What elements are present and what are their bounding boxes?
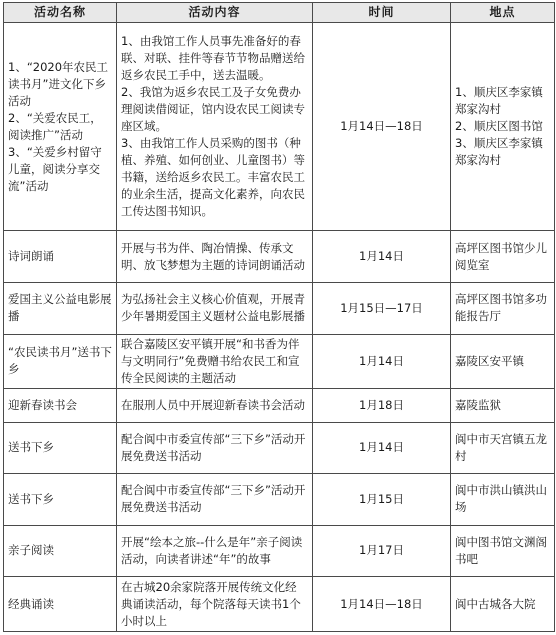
activity-content-cell-line: 开展与书为伴、陶冶情操、传承文明、放飞梦想为主题的诗词朗诵活动	[121, 240, 305, 272]
activity-time-cell: 1月14日—18日	[313, 23, 451, 231]
activity-time-cell: 1月17日	[313, 525, 451, 577]
header-row	[4, 3, 555, 23]
table-row	[4, 282, 555, 334]
activity-location-cell-line: 1、顺庆区李家镇郑家沟村	[455, 85, 543, 117]
table-row	[4, 525, 555, 577]
table-row	[4, 474, 555, 526]
activity-name-cell	[4, 334, 117, 389]
activity-time-cell: 1月15日—17日	[313, 282, 451, 334]
table-row	[4, 577, 555, 632]
activity-time-cell: 1月14日	[313, 334, 451, 389]
activity-content-cell-line: 2、我馆为返乡农民工及子女免费办理阅读借阅证，馆内设农民工阅读专座区域。	[121, 85, 305, 134]
activity-location-cell-line: 阆中市天宫镇五龙村	[455, 431, 547, 463]
activity-table	[3, 2, 555, 632]
activity-name-cell	[4, 474, 117, 526]
activity-content-cell-line: 联合嘉陵区安平镇开展“和书香为伴 与文明同行”免费赠书给农民工和宣传全民阅读的主题活动	[121, 336, 300, 385]
activity-location-cell	[451, 23, 555, 231]
header-location: 地点	[451, 3, 555, 23]
activity-name-cell	[4, 23, 117, 231]
activity-location-cell	[451, 577, 555, 632]
activity-content-cell	[117, 525, 313, 577]
activity-time-cell: 1月18日	[313, 389, 451, 422]
activity-name-cell-line: 亲子阅读	[8, 543, 54, 558]
activity-content-cell-line: 开展“绘本之旅--什么是年”亲子阅读活动，向读者讲述“年”的故事	[121, 534, 303, 566]
table-body	[4, 23, 555, 632]
activity-location-cell	[451, 525, 555, 577]
activity-name-cell	[4, 231, 117, 283]
table-row	[4, 422, 555, 474]
activity-location-cell-line: 嘉陵区安平镇	[455, 353, 524, 368]
activity-time-cell: 1月14日	[313, 231, 451, 283]
activity-content-cell-line: 配合阆中市委宣传部“三下乡”活动开展免费送书活动	[121, 431, 306, 463]
activity-content-cell-line: 3、由我馆工作人员采购的图书（种植、养殖、如何创业、儿童图书）等书籍，送给返乡农民工。丰富农民工的业余生活，提高文化素养，向农民工传达图书知识。	[121, 136, 305, 219]
header-activity-content: 活动内容	[117, 3, 313, 23]
activity-location-cell	[451, 282, 555, 334]
activity-content-cell-line: 为弘扬社会主义核心价值观，开展青少年暑期爱国主义题材公益电影展播	[121, 292, 305, 324]
activity-name-cell-line: 送书下乡	[8, 491, 54, 506]
activity-name-cell-line: 2、“关爱农民工，阅读推广”活动	[8, 110, 102, 142]
activity-content-cell	[117, 577, 313, 632]
table-row	[4, 231, 555, 283]
activity-content-cell	[117, 422, 313, 474]
activity-location-cell	[451, 334, 555, 389]
activity-content-cell-line: 配合阆中市委宣传部“三下乡”活动开展免费送书活动	[121, 483, 306, 515]
header-time: 时间	[313, 3, 451, 23]
activity-content-cell	[117, 474, 313, 526]
activity-content-cell-line: 1、由我馆工作人员事先准备好的春联、对联、挂件等春节节物品赠送给返乡农民工手中，送去温暖。	[121, 34, 305, 83]
activity-location-cell	[451, 422, 555, 474]
activity-location-cell	[451, 474, 555, 526]
activity-content-cell	[117, 389, 313, 422]
activity-name-cell-line: 送书下乡	[8, 440, 54, 455]
activity-location-cell-line: 2、顺庆区图书馆	[455, 119, 543, 134]
activity-name-cell	[4, 577, 117, 632]
activity-name-cell	[4, 422, 117, 474]
activity-location-cell	[451, 389, 555, 422]
activity-time-cell: 1月14日	[313, 422, 451, 474]
activity-content-cell	[117, 334, 313, 389]
activity-name-cell-line: 经典诵读	[8, 596, 54, 611]
header-activity-name: 活动名称	[4, 3, 117, 23]
activity-location-cell-line: 高坪区图书馆少儿阅览室	[455, 240, 547, 272]
table-row	[4, 389, 555, 422]
activity-name-cell-line: 诗词朗诵	[8, 249, 54, 264]
activity-location-cell-line: 阆中图书馆文渊阁书吧	[455, 534, 547, 566]
activity-content-cell	[117, 23, 313, 231]
activity-content-cell-line: 在服刑人员中开展迎新春读书会活动	[121, 397, 305, 412]
activity-location-cell	[451, 231, 555, 283]
activity-name-cell-line: 迎新春读书会	[8, 397, 77, 412]
activity-name-cell	[4, 525, 117, 577]
activity-location-cell-line: 3、顺庆区李家镇郑家沟村	[455, 136, 543, 168]
table-row	[4, 23, 555, 231]
activity-location-cell-line: 阆中古城各大院	[455, 596, 536, 611]
activity-name-cell-line: 1、“2020年农民工读书月”进文化下乡活动	[8, 59, 109, 108]
activity-location-cell-line: 高坪区图书馆多功能报告厅	[455, 292, 547, 324]
activity-content-cell-line: 在古城20余家院落开展传统文化经典诵读活动，每个院落每天读书1个小时以上	[121, 579, 301, 628]
table-row	[4, 334, 555, 389]
activity-content-cell	[117, 231, 313, 283]
activity-name-cell	[4, 389, 117, 422]
activity-name-cell	[4, 282, 117, 334]
activity-location-cell-line: 阆中市洪山镇洪山场	[455, 483, 547, 515]
activity-name-cell-line: 3、“关爱乡村留守儿童，阅读分享交流”活动	[8, 144, 102, 193]
activity-content-cell	[117, 282, 313, 334]
activity-time-cell: 1月15日	[313, 474, 451, 526]
activity-time-cell: 1月14日—18日	[313, 577, 451, 632]
activity-location-cell-line: 嘉陵监狱	[455, 397, 501, 412]
activity-name-cell-line: “农民读书月”送书下乡	[8, 345, 112, 377]
activity-name-cell-line: 爱国主义公益电影展播	[8, 292, 112, 324]
